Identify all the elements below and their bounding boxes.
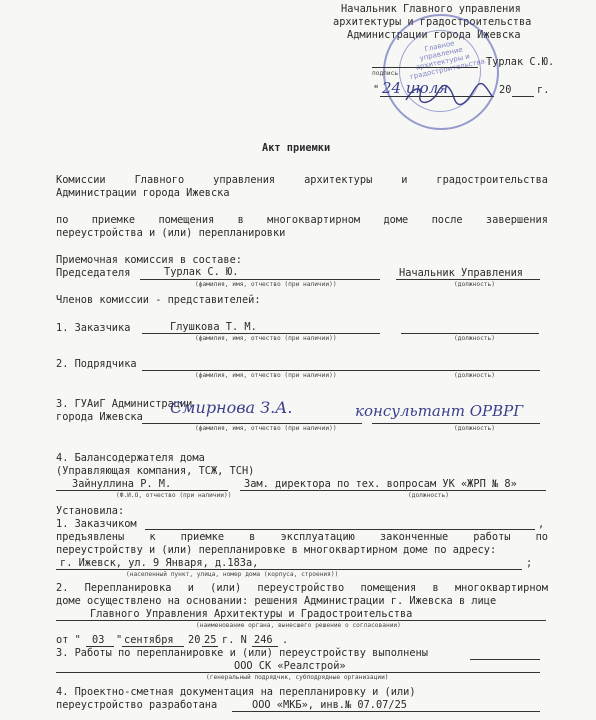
word: Перепланировка (84, 582, 172, 594)
p2-organ-caption: (наименование органа, вынесшего решение о согласовании) (196, 622, 401, 629)
chair-position-caption: (должность) (454, 281, 495, 288)
word: архитектуры (304, 174, 373, 186)
chair-name-line (140, 279, 380, 280)
p1-address-caption: (населенный пункт, улица, номер дома (корпуса, строения)) (126, 571, 339, 578)
approval-signature-line (372, 67, 478, 68)
guaig-name-line (142, 423, 362, 424)
guaig-handwritten-name: Смирнова З.А. (170, 398, 293, 417)
p1-start: 1. Заказчиком (56, 518, 137, 530)
p1-line-2 (56, 531, 548, 543)
balance-name-line (56, 490, 228, 491)
purpose-line-1 (56, 214, 548, 226)
balance-label-1: 4. Балансодержателя дома (56, 452, 205, 464)
word: предъявлены (56, 531, 125, 543)
p3-caption: (генеральный подрядчик, субподрядные организации) (206, 674, 389, 681)
approval-line-1: Начальник Главного управления (341, 3, 521, 15)
document-title: Акт приемки (262, 142, 331, 154)
contractor-fio-caption: (фамилия, имя, отчество (при наличии)) (195, 372, 337, 379)
p2-organ-line (56, 620, 546, 621)
chair-position: Начальник Управления (399, 267, 523, 279)
p3-contractor: ООО СК «Реалстрой» (234, 660, 346, 672)
balance-label-2: (Управляющая компания, ТСЖ, ТСН) (56, 465, 255, 477)
p1-semicolon: ; (526, 557, 533, 569)
p2-day: 03 (92, 634, 105, 646)
p1-address: г. Ижевск, ул. 9 Января, д.183а, (60, 557, 259, 569)
chair-fio-caption: (фамилия, имя, отчество (при наличии)) (195, 281, 337, 288)
balance-name: Зайнуллина Р. М. (72, 478, 172, 490)
members-label: Членов комиссии - представителей: (56, 294, 261, 306)
p2-line-3: Главного Управления Архитектуры и Градостроительства (90, 608, 413, 620)
p2-year: 25 (204, 634, 217, 646)
word: управления (213, 174, 276, 186)
contractor-line (142, 370, 540, 371)
word: в (249, 531, 256, 543)
word: и (187, 582, 194, 594)
commission-line-2: Администрации города Ижевска (56, 187, 230, 199)
approval-year-line (512, 96, 534, 97)
word: градостроительства (436, 174, 548, 186)
p3-contractor-line (56, 672, 540, 673)
p2-line-1 (56, 582, 548, 594)
word: помещения (158, 214, 215, 226)
official-stamp (383, 14, 499, 130)
word: к (149, 531, 156, 543)
word: эксплуатацию (280, 531, 355, 543)
word: приемке (180, 531, 225, 543)
approval-date-quote: " (373, 84, 380, 96)
guaig-label-2: города Ижевска (56, 411, 143, 423)
word: переустройство (257, 582, 345, 594)
customer-position-caption: (должность) (454, 335, 495, 342)
customer-fio-caption: (фамилия, имя, отчество (при наличии)) (195, 335, 337, 342)
chair-label: Председателя (56, 267, 131, 279)
word: многоквартирном (454, 582, 548, 594)
customer-name: Глушкова Т. М. (170, 321, 257, 333)
word: после (431, 214, 463, 226)
word: и (401, 174, 408, 186)
p2-date-from: от " (56, 634, 81, 646)
p2-end: . (282, 634, 289, 646)
p3-line: 3. Работы по перепланировке и (или) переустройству выполнены (56, 647, 428, 659)
balance-position-caption: (должность) (408, 492, 449, 499)
p3-tail-line (470, 659, 540, 660)
purpose-line-2: переустройства и (или) перепланировки (56, 227, 286, 239)
p1-comma: , (538, 518, 545, 530)
p1-address-line (56, 569, 522, 570)
word: 2. (56, 582, 69, 594)
p1-line-3: переустройству и (или) перепланировке в многоквартирном доме по адресу: (56, 544, 497, 556)
word: работы (473, 531, 511, 543)
chair-name: Турлак С. Ю. (164, 266, 239, 278)
stamp-text: Главное управление архитектуры и градостроительства (409, 39, 486, 81)
p4-value: ООО «МКБ», инв.№ 07.07/25 (252, 699, 407, 711)
word: многоквартирном (267, 214, 361, 226)
p2-month: сентября (124, 634, 174, 646)
contractor-position-caption: (должность) (454, 372, 495, 379)
p2-number: 246 (254, 634, 273, 646)
p4-line-1: 4. Проектно-сметная документация на перепланировку и (или) (56, 686, 416, 698)
word: приемке (91, 214, 136, 226)
word: Главного (134, 174, 185, 186)
approval-year-prefix: 20 (499, 84, 512, 96)
p4-line-2: переустройство разработана (56, 699, 218, 711)
balance-position-line (240, 490, 546, 491)
approval-line-2: архитектуры и градостроительства (333, 16, 532, 28)
word: (или) (210, 582, 242, 594)
approval-year-suffix: г. (537, 84, 550, 96)
signature-caption: подпись (372, 70, 399, 77)
word: законченные (379, 531, 449, 543)
p2-line-2: доме осуществлено на основании: решения Администрации г. Ижевска в лице (56, 595, 497, 607)
customer-position-line (401, 333, 539, 334)
word: помещения (360, 582, 417, 594)
p2-number-label: г. N (222, 634, 247, 646)
p1-customer-line (145, 529, 535, 530)
guaig-position-line (372, 423, 540, 424)
guaig-position-caption: (должность) (454, 425, 495, 432)
word: по (535, 531, 548, 543)
p2-year-prefix: 20 (188, 634, 201, 646)
customer-label: 1. Заказчика (56, 322, 131, 334)
approval-date-line (380, 96, 494, 97)
contractor-label: 2. Подрядчика (56, 358, 137, 370)
word: в (432, 582, 439, 594)
commission-line-1 (56, 174, 548, 186)
p4-value-line (232, 711, 540, 712)
word: завершения (485, 214, 548, 226)
approval-date-handwritten: 24 июля (382, 79, 449, 97)
balance-fio-caption: (Ф.И.О, отчество (при наличии)) (116, 492, 232, 499)
approval-line-3: Администрации города Ижевска (347, 29, 521, 41)
composition-label: Приемочная комиссия в составе: (56, 254, 242, 266)
word: по (56, 214, 69, 226)
word: Комиссии (56, 174, 106, 186)
word: доме (383, 214, 409, 226)
established-label: Установила: (56, 505, 125, 517)
customer-name-line (142, 333, 380, 334)
balance-position: Зам. директора по тех. вопросам УК «ЖРП № 8» (244, 478, 517, 490)
p2-date-close-quote: " (116, 634, 123, 646)
guaig-label-1: 3. ГУАиГ Администрации (56, 398, 193, 410)
guaig-fio-caption: (фамилия, имя, отчество (при наличии)) (195, 425, 337, 432)
guaig-handwritten-position: консультант ОРВРГ (355, 402, 524, 420)
word: в (237, 214, 244, 226)
approval-signer: Турлак С.Ю. (486, 56, 555, 68)
chair-position-line (396, 279, 540, 280)
